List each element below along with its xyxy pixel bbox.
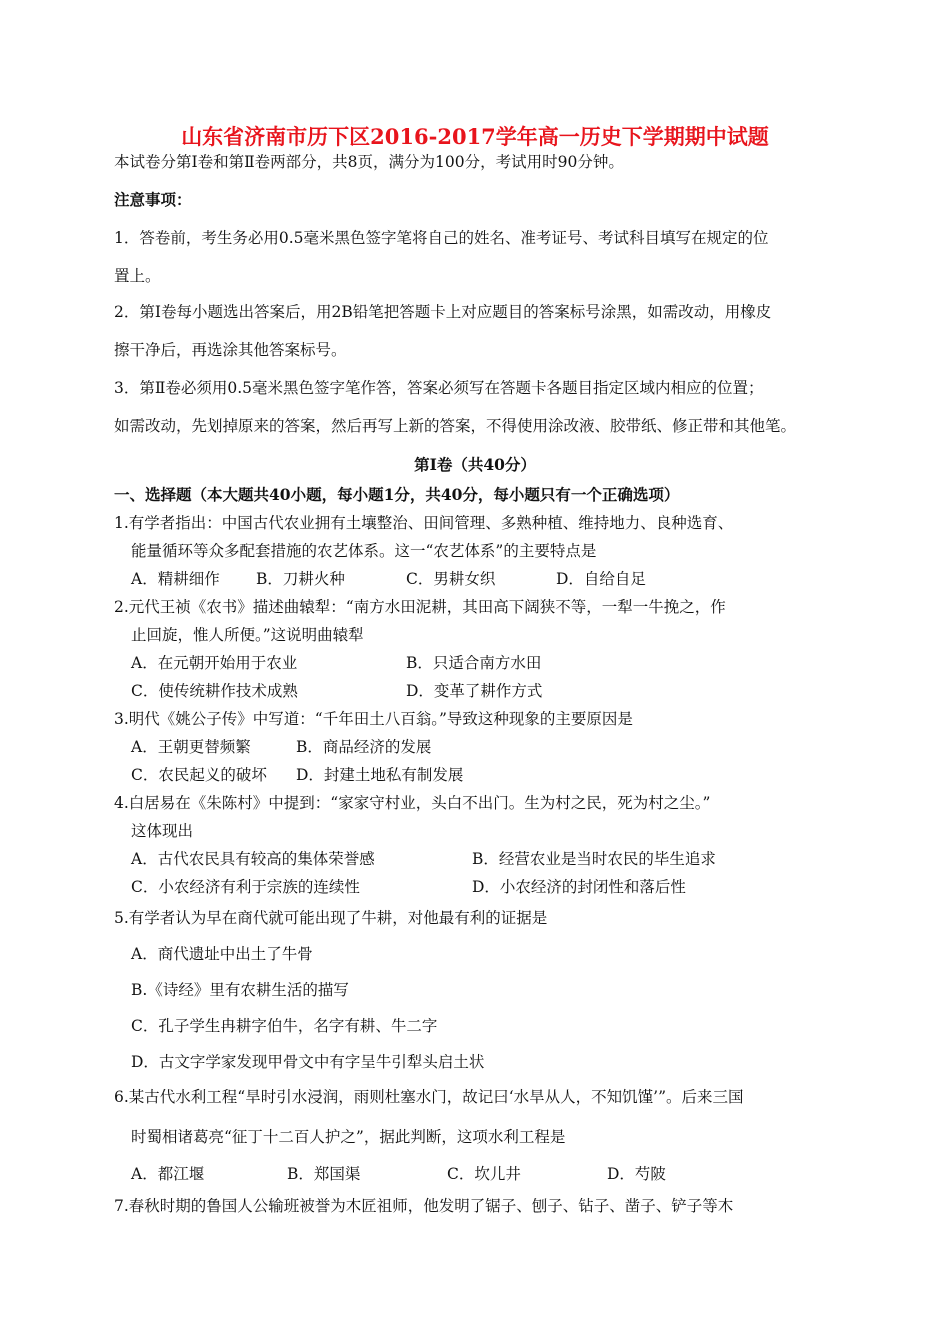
question-stem: 止回旋，惟人所便。”这说明曲辕犁 [131,626,364,644]
option-d: D．古文字学家发现甲骨文中有字呈牛引犁头启土状 [131,1053,485,1071]
question-stem: 这体现出 [131,822,194,840]
option-c: C．使传统耕作技术成熟 [131,682,298,700]
question-stem: 6.某古代水利工程“旱时引水浸润，雨则杜塞水门，故记曰‘水旱从人，不知饥馑’”。后来三国 [114,1088,744,1106]
option-d: D．封建土地私有制发展 [296,766,464,784]
option-b: B．刀耕火种 [256,570,345,588]
question-stem: 7.春秋时期的鲁国人公输班被誉为木匠祖师，他发明了锯子、刨子、钻子、凿子、铲子等木 [114,1197,734,1215]
part-heading: 一、选择题（本大题共40小题，每小题1分，共40分，每小题只有一个正确选项） [114,485,680,504]
option-a: A．精耕细作 [131,570,220,588]
question-stem: 2.元代王祯《农书》描述曲辕犁：“南方水田泥耕，其田高下阔狭不等，一犁一牛挽之，作 [114,598,726,616]
option-a: A．在元朝开始用于农业 [131,654,298,672]
option-a: A．都江堰 [131,1165,205,1183]
question-stem: 4.白居易在《朱陈村》中提到：“家家守村业，头白不出门。生为村之民，死为村之尘。” [114,794,711,812]
option-c: C．男耕女织 [406,570,496,588]
option-c: C．坎儿井 [447,1165,521,1183]
question-stem: 时蜀相诸葛亮“征丁十二百人护之”，据此判断，这项水利工程是 [131,1128,566,1146]
option-b: B．郑国渠 [287,1165,361,1183]
note-line: 置上。 [114,267,161,285]
section-title: 第Ⅰ卷（共40分） [414,455,536,474]
option-d: D．小农经济的封闭性和落后性 [472,878,686,896]
exam-intro: 本试卷分第Ⅰ卷和第Ⅱ卷两部分，共8页，满分为100分，考试用时90分钟。 [114,153,624,171]
exam-title: 山东省济南市历下区2016-2017学年高一历史下学期期中试题 [181,124,769,149]
option-d: D．芍陂 [607,1165,666,1183]
option-b: B．经营农业是当时农民的毕生追求 [472,850,716,868]
note-line: 如需改动，先划掉原来的答案，然后再写上新的答案，不得使用涂改液、胶带纸、修正带和其他笔。 [114,417,797,435]
option-c: C．孔子学生冉耕字伯牛，名字有耕、牛二字 [131,1017,438,1035]
option-b: B．商品经济的发展 [296,738,432,756]
option-a: A．王朝更替频繁 [131,738,251,756]
question-stem: 1.有学者指出：中国古代农业拥有土壤整治、田间管理、多熟种植、维持地力、良种选育、 [114,514,734,532]
option-d: D．变革了耕作方式 [406,682,543,700]
option-c: C．农民起义的破坏 [131,766,267,784]
note-line: 2．第Ⅰ卷每小题选出答案后，用2B铅笔把答题卡上对应题目的答案标号涂黑，如需改动，用橡皮 [114,303,772,321]
question-stem: 5.有学者认为早在商代就可能出现了牛耕，对他最有利的证据是 [114,909,548,927]
option-a: A．古代农民具有较高的集体荣誉感 [131,850,375,868]
note-line: 3．第Ⅱ卷必须用0.5毫米黑色签字笔作答，答案必须写在答题卡各题目指定区域内相应的位置； [114,379,764,397]
note-line: 擦干净后，再选涂其他答案标号。 [114,341,347,359]
question-stem: 能量循环等众多配套措施的农艺体系。这一“农艺体系”的主要特点是 [131,542,597,560]
note-line: 1．答卷前，考生务必用0.5毫米黑色签字笔将自己的姓名、准考证号、考试科目填写在规定的位 [114,229,769,247]
question-stem: 3.明代《姚公子传》中写道：“千年田土八百翁。”导致这种现象的主要原因是 [114,710,633,728]
option-b: B.《诗经》里有农耕生活的描写 [131,981,349,999]
option-c: C．小农经济有利于宗族的连续性 [131,878,360,896]
notes-heading: 注意事项： [114,190,192,209]
option-a: A．商代遗址中出土了牛骨 [131,945,313,963]
option-b: B．只适合南方水田 [406,654,542,672]
option-d: D．自给自足 [556,570,646,588]
